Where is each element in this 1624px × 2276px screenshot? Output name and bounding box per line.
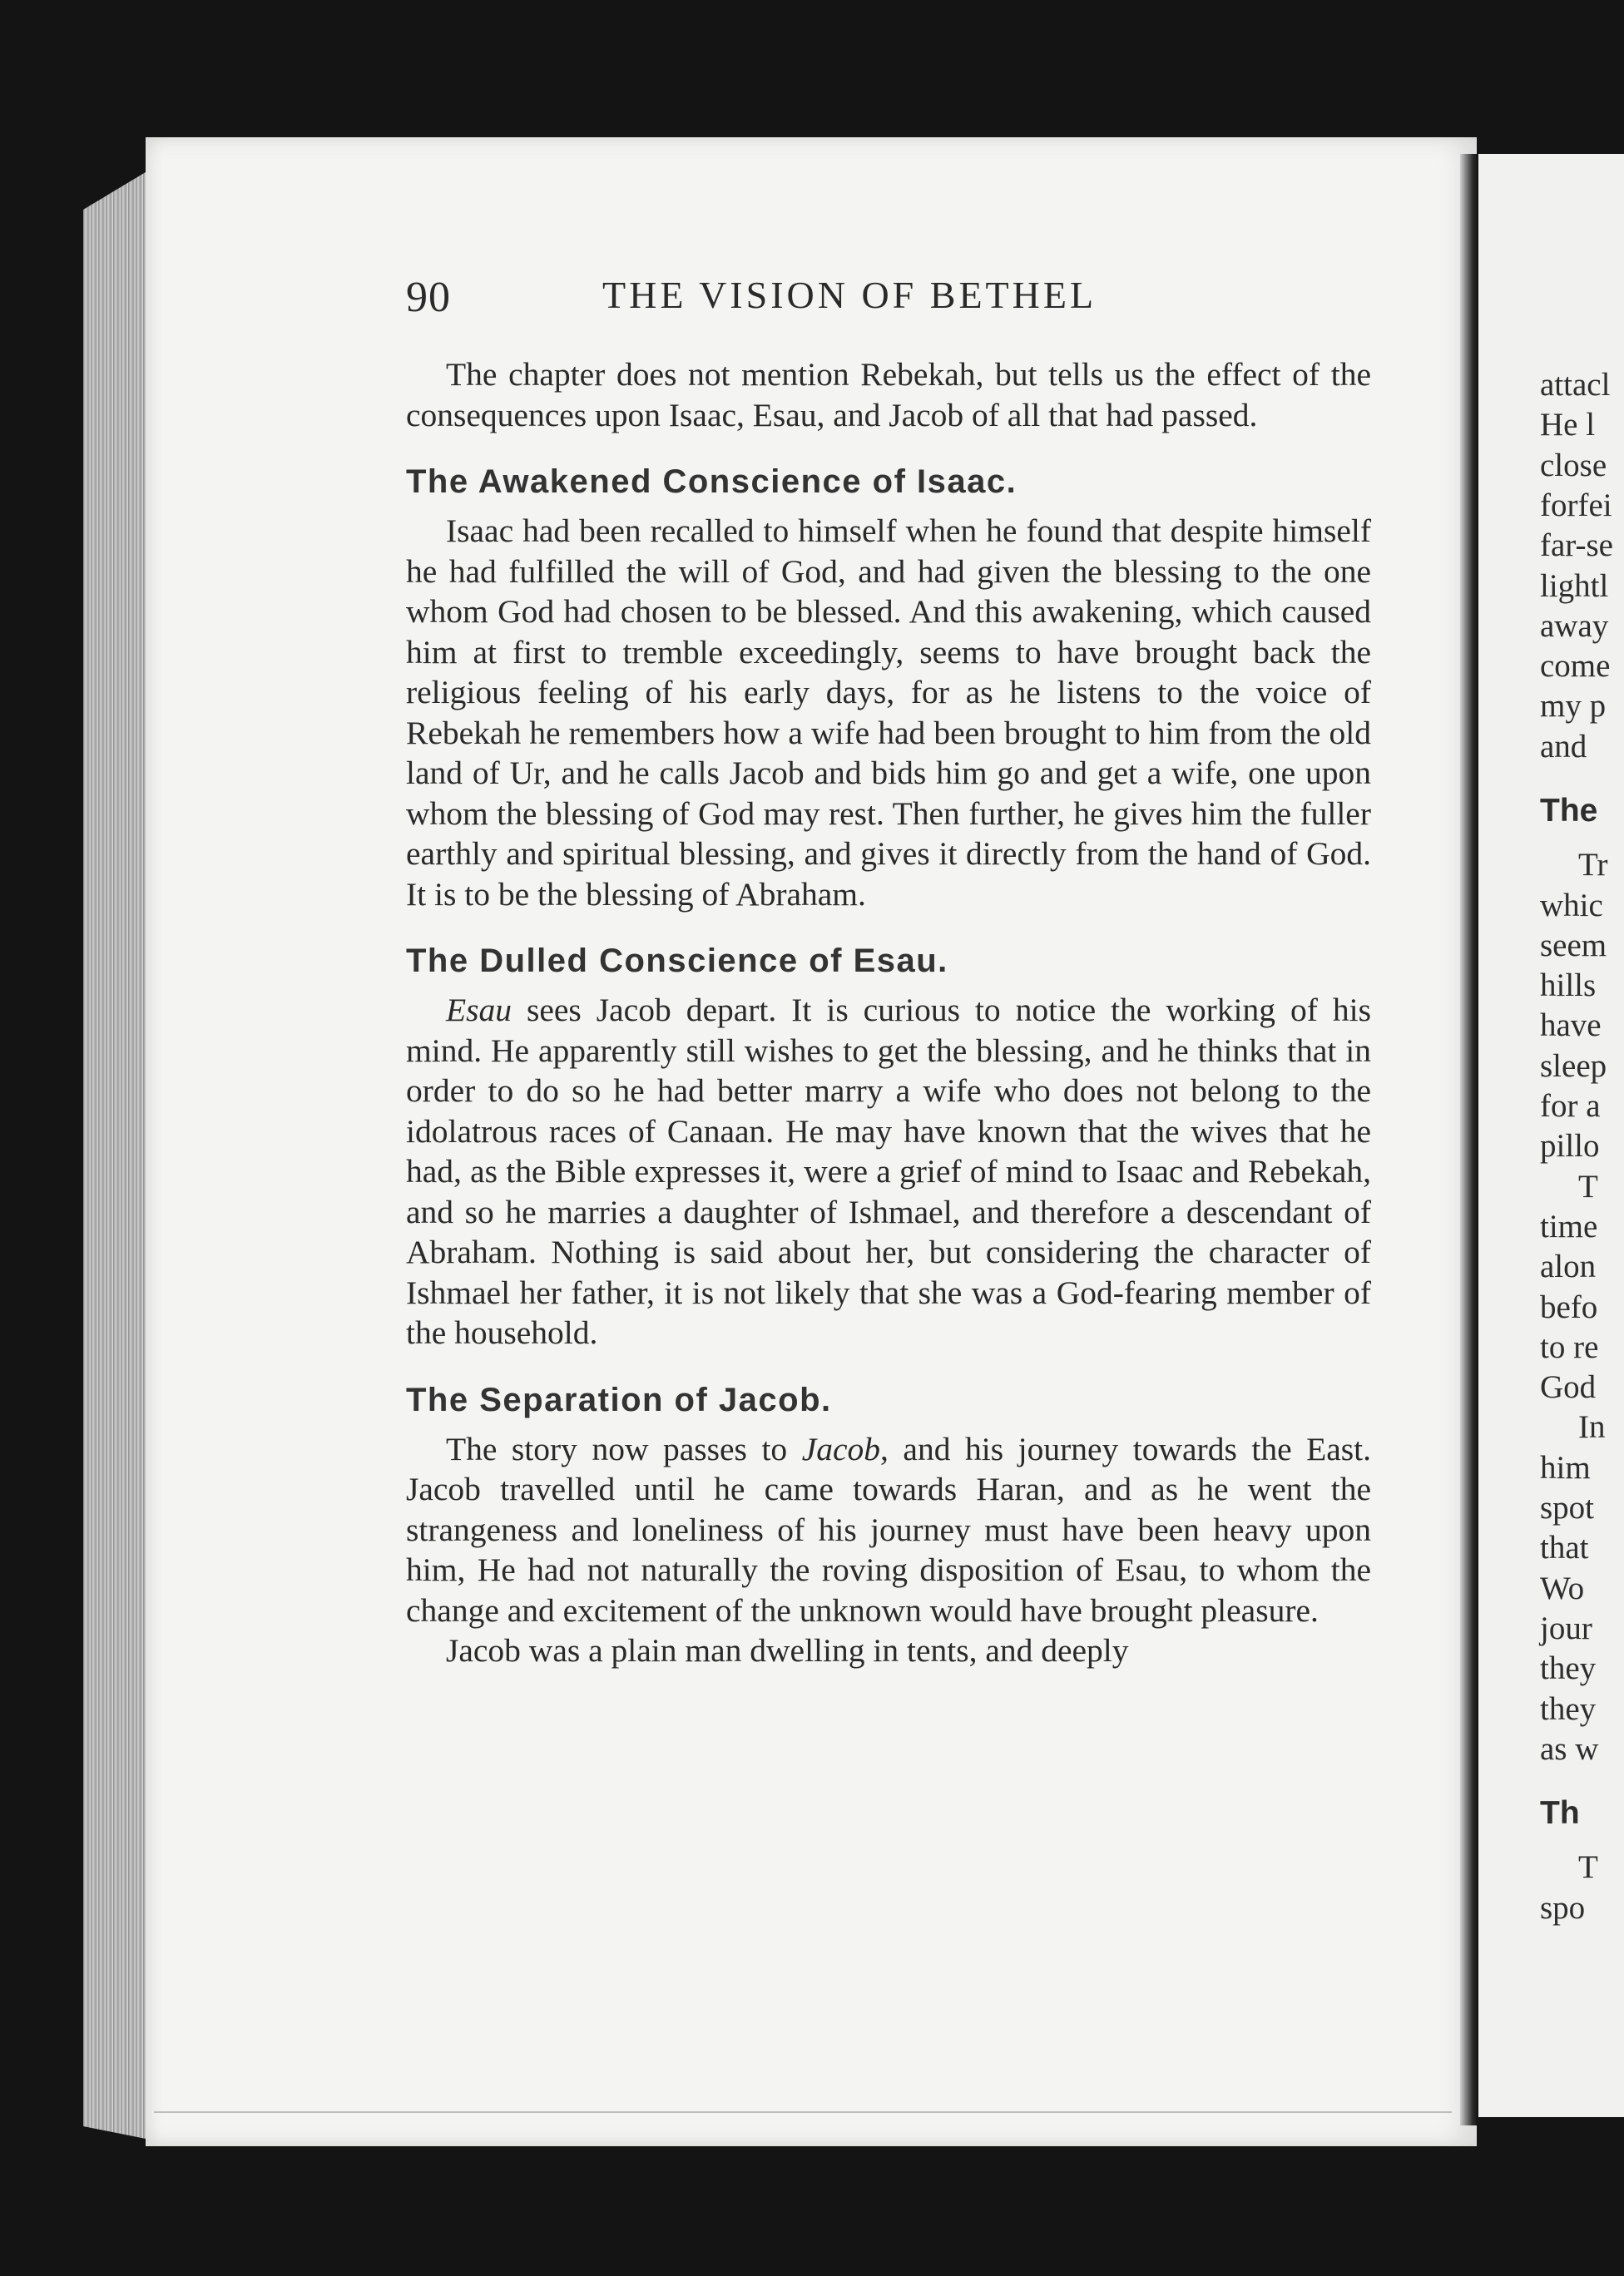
facing-line-fragment: alon bbox=[1540, 1249, 1597, 1284]
facing-line-fragment: time bbox=[1540, 1209, 1598, 1244]
facing-line-fragment: Wo bbox=[1540, 1571, 1585, 1606]
facing-line-fragment: far-se bbox=[1540, 527, 1613, 563]
facing-line-fragment: lightl bbox=[1540, 568, 1609, 604]
italic-name: Esau bbox=[446, 992, 512, 1028]
facing-line-fragment: spot bbox=[1540, 1490, 1595, 1526]
section-heading: The Dulled Conscience of Esau. bbox=[406, 943, 948, 979]
facing-page-text bbox=[1478, 154, 1624, 2117]
facing-line-fragment: they bbox=[1540, 1650, 1597, 1686]
facing-line-fragment: sleep bbox=[1540, 1048, 1607, 1084]
facing-line-fragment: and bbox=[1540, 729, 1587, 764]
facing-line-fragment: spo bbox=[1540, 1890, 1586, 1926]
page-content bbox=[406, 258, 1371, 1671]
facing-line-fragment: to re bbox=[1540, 1329, 1599, 1365]
facing-line-fragment: him bbox=[1540, 1450, 1591, 1486]
paragraph bbox=[406, 990, 1371, 1353]
facing-line-fragment: forfei bbox=[1540, 487, 1612, 523]
paragraph bbox=[406, 354, 1371, 435]
facing-line-fragment: He l bbox=[1540, 407, 1596, 443]
paragraph bbox=[406, 511, 1371, 914]
running-title: THE VISION OF BETHEL bbox=[602, 274, 1097, 316]
facing-line-fragment: they bbox=[1540, 1691, 1597, 1727]
facing-line-fragment: befo bbox=[1540, 1289, 1598, 1325]
paragraph-text: Isaac had been recalled to himself when he found that despite himself he had fulfilled the will of God, and had given the blessing to the one whom God had chosen to be blessed. And this awakening, which caused him at first to tremble exceedingly, seems to have brought back the religious feeling of his early days, for as he listens to the voice of Rebekah he remembers how a wife had been brought to him from the old land of Ur, and he calls Jacob and bids him go and get a wife, one upon whom the blessing of God may rest. Then further, he gives him the fuller earthly and spiritual blessing, and gives it directly from the hand of God. It is to be the blessing of Abraham. bbox=[406, 512, 1371, 913]
section-heading: The Separation of Jacob. bbox=[406, 1381, 832, 1418]
facing-line-fragment: as w bbox=[1540, 1731, 1599, 1767]
facing-line-fragment: T bbox=[1578, 1169, 1598, 1205]
paragraph bbox=[406, 1429, 1371, 1631]
facing-heading-fragment: The bbox=[1540, 793, 1598, 829]
page-bottom-rule bbox=[154, 2111, 1452, 2113]
page-number: 90 bbox=[406, 274, 451, 321]
paragraph-text: , and his journey towards the East. Jacob travelled until he came towards Haran, and as he went the strangeness and loneliness of his journey must have been heavy upon him, He had not naturally the roving disposition of Esau, to whom the change and excitement of the unknown would have brought pleasure. bbox=[406, 1430, 1372, 1629]
facing-line-fragment: that bbox=[1540, 1530, 1589, 1566]
facing-line-fragment: for a bbox=[1540, 1088, 1601, 1124]
running-head bbox=[406, 258, 1371, 329]
paragraph-text: The chapter does not mention Rebekah, but tells us the effect of the consequences upon Isaac, Esau, and Jacob of all that had passed. bbox=[406, 356, 1371, 433]
facing-line-fragment: my p bbox=[1540, 688, 1607, 724]
facing-line-fragment: T bbox=[1578, 1849, 1598, 1885]
facing-line-fragment: jour bbox=[1540, 1611, 1592, 1646]
facing-heading-fragment: Th bbox=[1540, 1795, 1580, 1831]
paragraph bbox=[406, 1630, 1371, 1671]
facing-page bbox=[1478, 154, 1624, 2117]
body-text bbox=[406, 354, 1371, 1671]
facing-line-fragment: In bbox=[1578, 1409, 1606, 1445]
facing-line-fragment: seem bbox=[1540, 928, 1607, 963]
facing-line-fragment: pillo bbox=[1540, 1128, 1600, 1164]
facing-line-fragment: God bbox=[1540, 1369, 1597, 1405]
facing-line-fragment: away bbox=[1540, 608, 1609, 644]
italic-name: Jacob bbox=[801, 1430, 881, 1467]
paragraph-text: Jacob was a plain man dwelling in tents, and deeply bbox=[446, 1632, 1129, 1669]
facing-line-fragment: close bbox=[1540, 448, 1607, 483]
section-heading: The Awakened Conscience of Isaac. bbox=[406, 463, 1017, 500]
book-gutter bbox=[1460, 154, 1478, 2125]
facing-line-fragment: have bbox=[1540, 1007, 1602, 1043]
paragraph-text: sees Jacob depart. It is curious to notice the working of his mind. He apparently still wishes to get the blessing, and he thinks that in order to do so he had better marry a wife who does not belong to the idolatrous races of Canaan. He may have known that the wives that he had, as the Bible expresses it, were a grief of mind to Isaac and Rebekah, and so he marries a daughter of Ishmael, and therefore a descendant of Abraham. Nothing is said about her, but considering the character of Ishmael her father, it is not likely that she was a God-fearing member of the household. bbox=[406, 992, 1371, 1351]
facing-line-fragment: attacl bbox=[1540, 367, 1611, 403]
facing-line-fragment: hills bbox=[1540, 967, 1597, 1003]
paragraph-text: The story now passes to bbox=[446, 1430, 802, 1467]
facing-line-fragment: Tr bbox=[1578, 847, 1608, 883]
facing-line-fragment: whic bbox=[1540, 888, 1603, 923]
facing-line-fragment: come bbox=[1540, 648, 1611, 684]
